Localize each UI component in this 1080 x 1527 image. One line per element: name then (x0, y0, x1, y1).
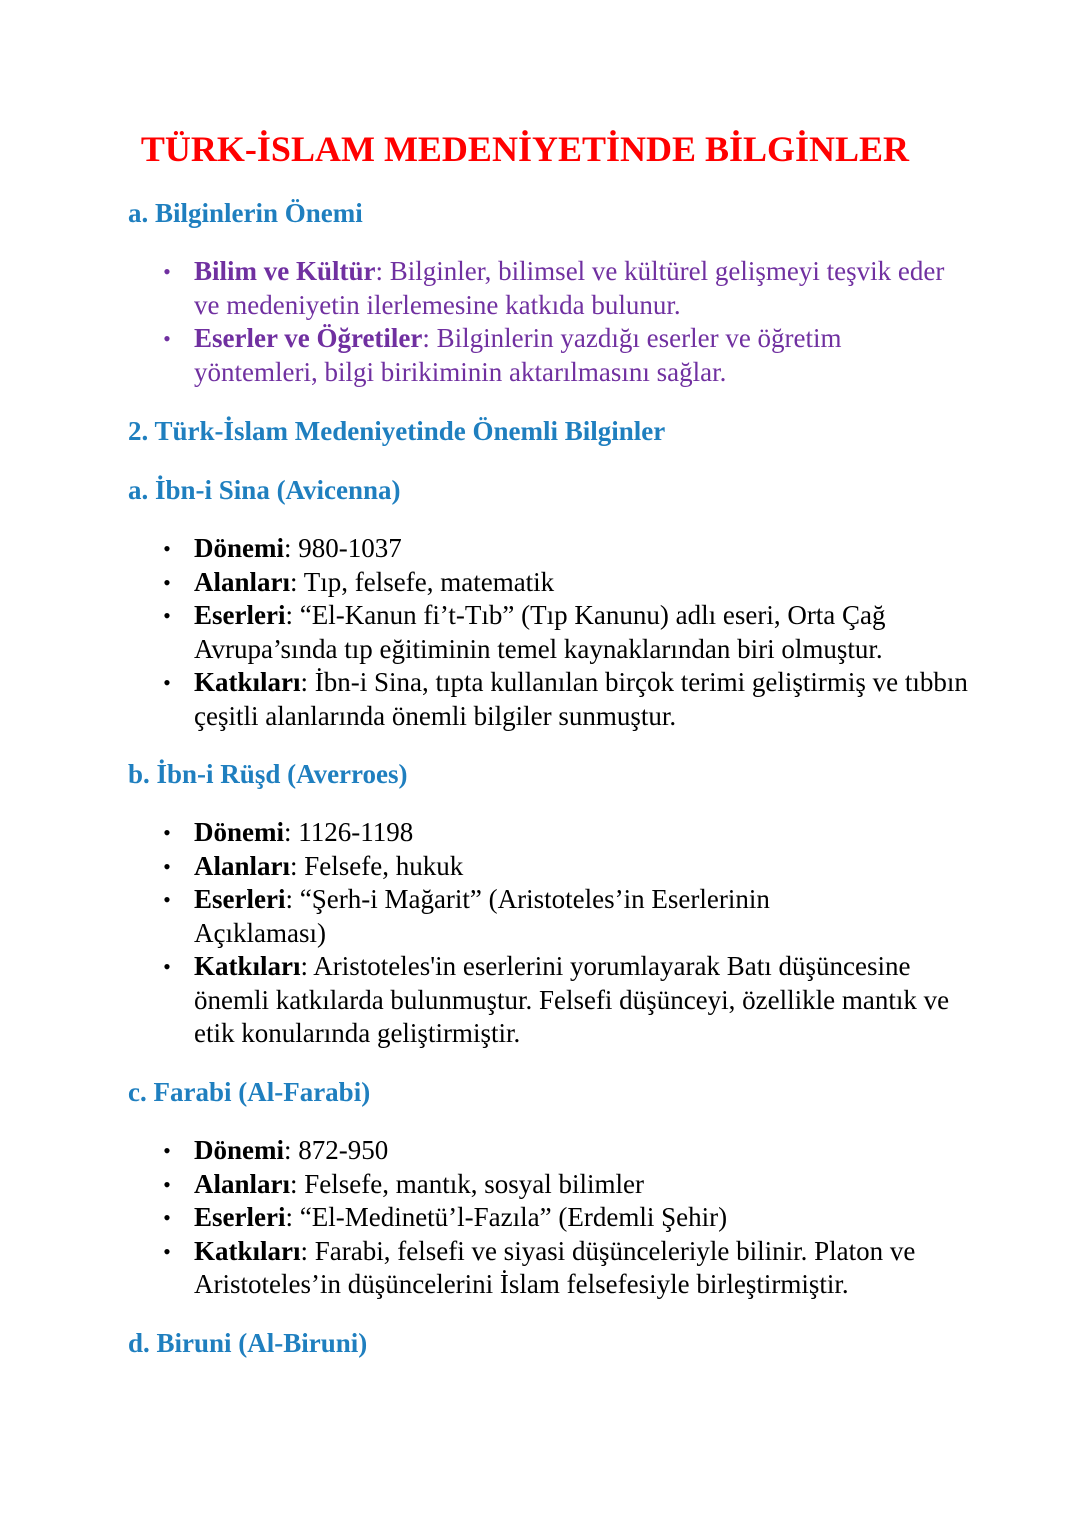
list-item (0, 883, 1080, 950)
list-item (0, 1168, 1080, 1202)
importance-list (0, 255, 1080, 389)
scholar-heading-farabi: c. Farabi (Al-Farabi) (128, 1077, 371, 1107)
item-separator: : (284, 817, 299, 847)
item-text: “Şerh-i Mağarit” (Aristoteles’in Eserlerinin Açıklaması) (194, 884, 770, 948)
item-separator: : (284, 1135, 299, 1165)
item-separator: : (300, 1235, 315, 1266)
item-text: 1126-1198 (298, 817, 414, 847)
list-item (0, 850, 1080, 884)
list-item (0, 255, 1080, 322)
item-separator: : (300, 667, 315, 697)
page-title: TÜRK-İSLAM MEDENİYETİNDE BİLGİNLER (140, 129, 910, 169)
bullet-icon: • (163, 603, 171, 628)
bullet-icon: • (163, 820, 171, 845)
item-separator: : (285, 600, 300, 630)
item-text: Farabi, felsefi ve siyasi düşünceleriyle bilinir. Platon ve Aristoteles’in düşüncelerini İslam felsefesiyle birleştirmiştir. (194, 1235, 916, 1299)
item-term: Alanları (194, 850, 291, 881)
item-text: Bilginlerin yazdığı eserler ve öğretim yöntemleri, bilgi birikiminin aktarılmasını sağlar. (194, 323, 842, 387)
item-text: 872-950 (298, 1135, 389, 1165)
list-item (0, 816, 1080, 850)
item-separator: : (284, 533, 299, 563)
item-term: Dönemi (194, 533, 284, 563)
bullet-icon: • (163, 1238, 171, 1264)
list-item (0, 599, 1080, 666)
item-text: Aristoteles'in eserlerini yorumlayarak Batı düşüncesine önemli katkılarda bulunmuştur. Felsefi düşünceyi, özellikle mantık ve etik konularında geliştirmiştir. (194, 951, 950, 1048)
list-item (0, 532, 1080, 566)
bullet-icon: • (163, 1171, 171, 1197)
bullet-icon: • (163, 536, 171, 561)
item-separator: : (300, 951, 314, 981)
list-item (0, 666, 1080, 733)
list-item (0, 950, 1080, 1051)
section-heading-importance: a. Bilginlerin Önemi (128, 198, 363, 228)
item-term: Eserleri (194, 884, 286, 914)
list-item (0, 1201, 1080, 1235)
ibn-sina-list (0, 532, 1080, 733)
item-text: 980-1037 (298, 533, 402, 563)
scholar-heading-biruni: d. Biruni (Al-Biruni) (128, 1328, 368, 1358)
bullet-icon: • (163, 670, 171, 695)
item-separator: : (290, 566, 304, 597)
item-term: Alanları (194, 566, 291, 597)
item-separator: : (285, 884, 300, 914)
item-term: Dönemi (194, 1135, 284, 1165)
item-term: Katkıları (194, 951, 301, 981)
list-item (0, 322, 1080, 389)
bullet-icon: • (163, 954, 171, 979)
item-term: Katkıları (194, 667, 301, 697)
bullet-icon: • (163, 569, 171, 595)
item-separator: : (285, 1202, 300, 1232)
item-separator: : (375, 256, 390, 286)
item-term: Dönemi (194, 817, 284, 847)
bullet-icon: • (163, 853, 171, 879)
item-term: Eserler ve Öğretiler (194, 323, 423, 353)
item-text: Felsefe, hukuk (304, 850, 464, 881)
bullet-icon: • (163, 259, 171, 284)
item-text: İbn-i Sina, tıpta kullanılan birçok terimi geliştirmiş ve tıbbın çeşitli alanlarında önemli bilgiler sunmuştur. (194, 667, 968, 731)
item-term: Katkıları (194, 1235, 301, 1266)
list-item (0, 1235, 1080, 1302)
item-term: Bilim ve Kültür (194, 256, 376, 286)
scholar-heading-ibn-sina: a. İbn-i Sina (Avicenna) (128, 475, 401, 505)
item-text: “El-Medinetü’l-Fazıla” (Erdemli Şehir) (299, 1202, 728, 1232)
item-text: Tıp, felsefe, matematik (303, 566, 555, 597)
item-text: Bilginler, bilimsel ve kültürel gelişmeyi teşvik eder ve medeniyetin ilerlemesine katkıda bulunur. (194, 256, 945, 320)
item-term: Alanları (194, 1168, 291, 1199)
item-term: Eserleri (194, 1202, 286, 1232)
item-separator: : (422, 323, 437, 353)
scholar-heading-ibn-rushd: b. İbn-i Rüşd (Averroes) (128, 759, 408, 789)
farabi-list (0, 1134, 1080, 1302)
section-heading-scholars: 2. Türk-İslam Medeniyetinde Önemli Bilginler (128, 416, 666, 446)
bullet-icon: • (163, 887, 171, 912)
item-term: Eserleri (194, 600, 286, 630)
item-text: “El-Kanun fi’t-Tıb” (Tıp Kanunu) adlı eseri, Orta Çağ Avrupa’sında tıp eğitiminin temel kaynaklarından biri olmuştur. (194, 600, 886, 664)
item-separator: : (290, 850, 305, 881)
list-item (0, 566, 1080, 600)
bullet-icon: • (163, 326, 171, 351)
list-item (0, 1134, 1080, 1168)
item-separator: : (290, 1168, 305, 1199)
bullet-icon: • (163, 1138, 171, 1163)
item-text: Felsefe, mantık, sosyal bilimler (304, 1168, 644, 1199)
bullet-icon: • (163, 1205, 171, 1230)
ibn-rushd-list (0, 816, 1080, 1051)
